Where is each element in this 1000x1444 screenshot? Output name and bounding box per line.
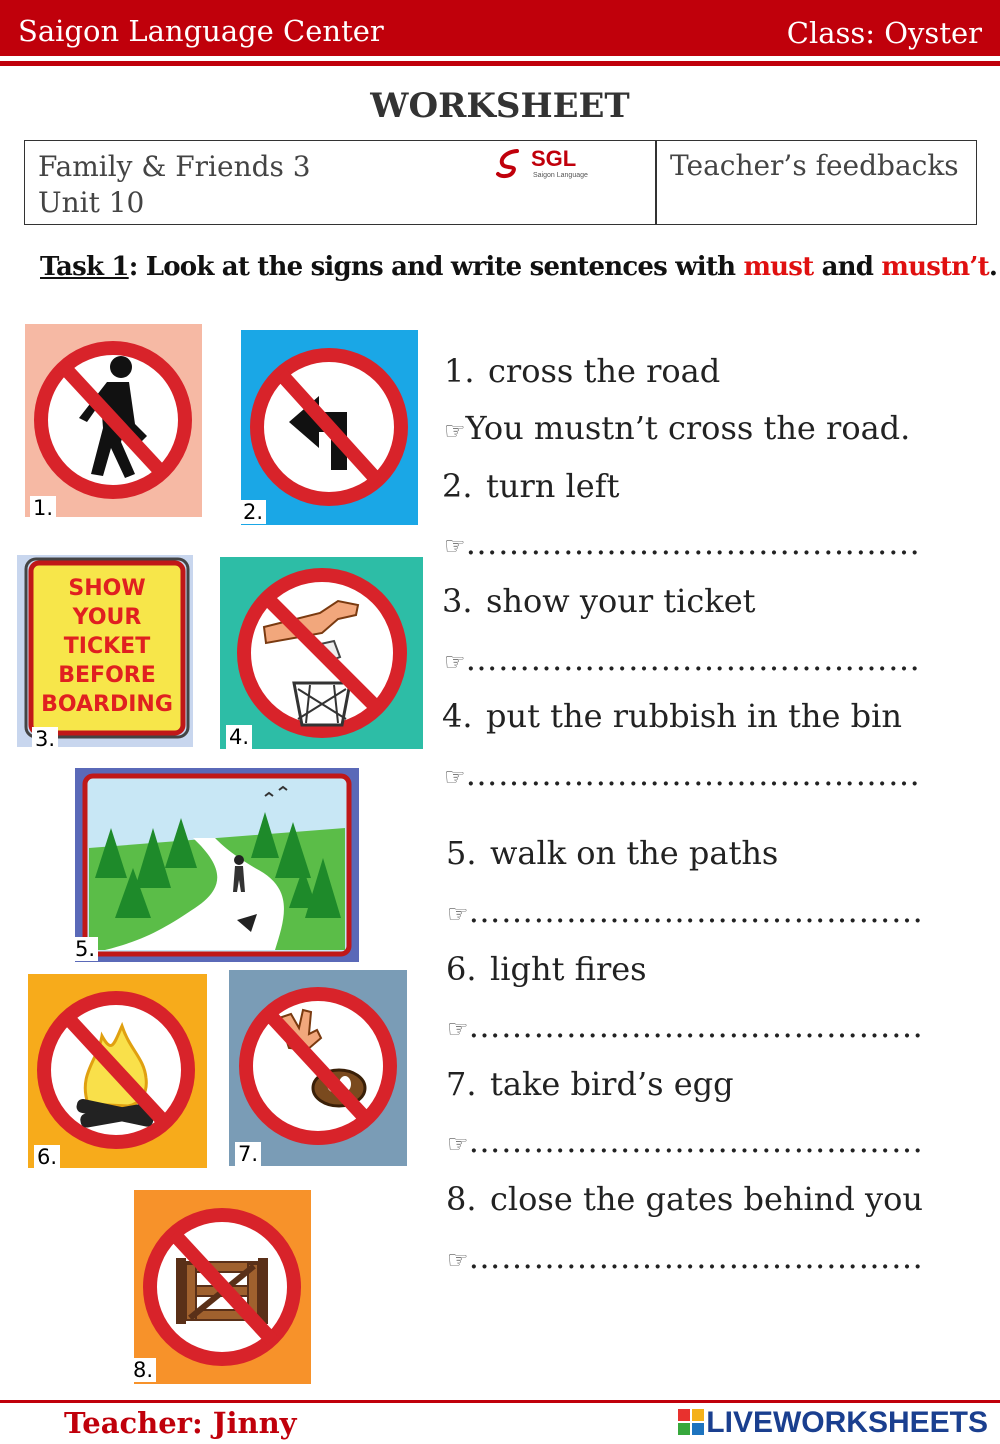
ticket-line-5: BOARDING [41,692,173,717]
answer-blank: …………………………………… [465,524,921,562]
pointing-hand-icon: ☞ [447,1246,469,1274]
item-4: 4. put the rubbish in the bin [442,697,902,735]
item-8: 8. close the gates behind you [446,1180,923,1218]
item-5: 5. walk on the paths [446,834,779,872]
answer-field-3[interactable] [444,640,921,678]
sign-number: 6. [34,1145,60,1169]
answer-blank: …………………………………… [468,1007,924,1045]
feedback-label: Teacher’s feedbacks [670,149,959,182]
task-text: : Look at the signs and write sentences with [128,252,744,282]
liveworksheets-logo[interactable] [678,1406,988,1440]
table-divider [655,141,657,224]
answer-blank: …………………………………… [468,1238,924,1276]
item-7: 7. take bird’s egg [446,1065,734,1103]
and-word: and [813,252,882,282]
mustnt-word: mustn’t [881,252,989,282]
ticket-line-1: SHOW [68,576,146,601]
item-6: 6. light fires [446,950,647,988]
sign-number: 8. [130,1358,156,1382]
pointing-hand-icon: ☞ [447,900,469,928]
sign-number: 3. [32,727,58,751]
ticket-line-2: YOUR [72,605,142,630]
must-word: must [743,252,814,282]
sign-number: 4. [226,725,252,749]
show-ticket-sign-icon [17,555,193,747]
item-2: 2. turn left [442,467,620,505]
pointing-hand-icon: ☞ [444,532,466,560]
header-bar [0,0,1000,56]
answer-blank: …………………………………… [468,892,924,930]
sign-number: 1. [30,496,56,520]
header-divider [0,61,1000,66]
no-left-turn-sign-icon [241,330,418,525]
pointing-hand-icon: ☞ [444,763,466,791]
sgl-logo [495,144,595,184]
no-egg-taking-sign-icon [229,970,407,1166]
worksheet-title: WORKSHEET [370,86,630,126]
logo-subtext: Saigon Language [533,172,588,179]
ticket-line-4: BEFORE [58,663,156,688]
pointing-hand-icon: ☞ [444,417,466,445]
answer-1[interactable] [444,409,910,447]
sign-number: 5. [72,937,98,961]
center-name: Saigon Language Center [18,14,384,48]
no-pedestrian-sign-icon [25,324,202,517]
info-table [24,140,977,225]
answer-field-4[interactable] [444,755,921,793]
brand-name: LIVEWORKSHEETS [706,1406,988,1439]
logo-text: SGL [531,146,577,171]
item-1: 1. cross the road [444,352,721,390]
book-title: Family & Friends 3 [38,150,311,183]
teacher-name: Teacher: Jinny [64,1406,297,1440]
book-info [38,149,311,221]
liveworksheets-icon [678,1409,704,1435]
answer-field-7[interactable] [447,1122,924,1160]
pointing-hand-icon: ☞ [444,648,466,676]
ticket-line-3: TICKET [63,634,151,659]
pointing-hand-icon: ☞ [447,1130,469,1158]
footer-divider [0,1400,1000,1403]
answer-field-2[interactable] [444,524,921,562]
gate-sign-icon [134,1190,311,1384]
task-period: . [988,252,998,282]
task-instruction [40,252,997,282]
task-label: Task 1 [40,252,129,282]
no-littering-sign-icon [220,557,423,749]
answer-blank: …………………………………… [468,1122,924,1160]
sgl-swirl-icon [495,148,529,180]
sign-number: 2. [240,500,266,524]
pointing-hand-icon: ☞ [447,1015,469,1043]
sign-number: 7. [235,1142,261,1166]
answer-text: You mustn’t cross the road. [465,409,911,447]
answer-blank: …………………………………… [465,755,921,793]
answer-field-8[interactable] [447,1238,924,1276]
item-3: 3. show your ticket [442,582,756,620]
answer-blank: …………………………………… [465,640,921,678]
class-label: Class: Oyster [786,16,982,50]
unit-label: Unit 10 [38,186,145,219]
no-fires-sign-icon [28,974,207,1168]
walk-on-path-sign-icon [75,768,359,962]
answer-field-6[interactable] [447,1007,924,1045]
answer-field-5[interactable] [447,892,924,930]
